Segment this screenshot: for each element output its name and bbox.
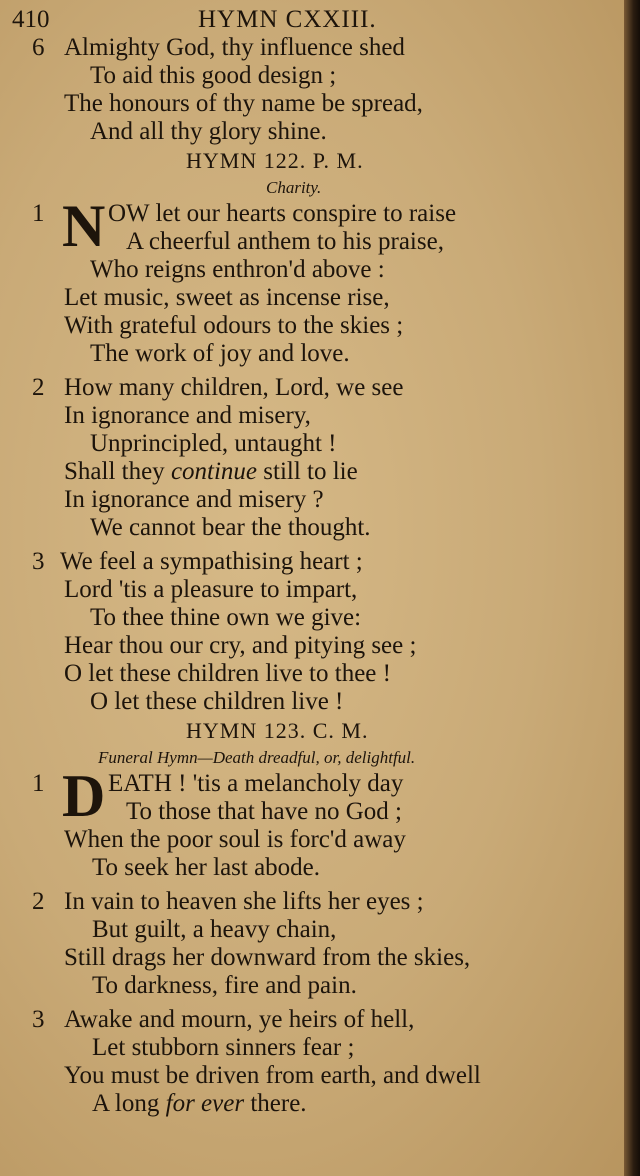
verse-line: The honours of thy name be spread, — [64, 90, 423, 117]
stanza-number: 2 — [32, 374, 45, 401]
verse-line: The work of joy and love. — [90, 340, 350, 367]
hymn-122-stanza-1 — [0, 193, 624, 368]
verse-line: 2 In vain to heaven she lifts her eyes ; — [32, 888, 424, 915]
verse-line: O let these children live to thee ! — [64, 660, 391, 687]
verse-line: And all thy glory shine. — [90, 118, 327, 145]
verse-line: O let these children live ! — [90, 688, 344, 715]
verse-line: To thee thine own we give: — [90, 604, 362, 631]
verse-line: 1 D EATH ! 'tis a melancholy day — [32, 763, 404, 829]
hymn-123-stanza-2 — [0, 888, 624, 1000]
hymn-122-subtitle: Charity. — [266, 178, 322, 197]
hymn-122-stanza-3 — [0, 548, 624, 716]
verse-line: We cannot bear the thought. — [90, 514, 371, 541]
running-title: HYMN CXXIII. — [198, 6, 377, 33]
verse-line: Let music, sweet as incense rise, — [64, 284, 390, 311]
hymn-123-stanza-1 — [0, 763, 624, 882]
verse-line: Who reigns enthron'd above : — [90, 256, 385, 283]
stanza-number: 6 — [32, 34, 45, 61]
verse-line: To seek her last abode. — [92, 854, 321, 881]
verse-line: Unprincipled, untaught ! — [90, 430, 337, 457]
verse-line: You must be driven from earth, and dwell — [64, 1062, 481, 1089]
verse-line: A cheerful anthem to his praise, — [126, 228, 444, 255]
verse-line: 3 We feel a sympathising heart ; — [32, 548, 363, 575]
verse-line: To darkness, fire and pain. — [92, 972, 357, 999]
verse-line: Let stubborn sinners fear ; — [92, 1034, 355, 1061]
page-number: 410 — [12, 6, 50, 33]
stanza-number: 2 — [32, 888, 45, 915]
verse-line: But guilt, a heavy chain, — [92, 916, 337, 943]
hymn-123-stanza-3 — [0, 1006, 624, 1118]
page-edge — [624, 0, 640, 1176]
verse-line: Hear thou our cry, and pitying see ; — [64, 632, 417, 659]
verse-line: To aid this good design ; — [90, 62, 337, 89]
verse-line: 2 How many children, Lord, we see — [32, 374, 404, 401]
hymn-123-subtitle: Funeral Hymn—Death dreadful, or, delightful. — [98, 748, 416, 767]
hymn-121-stanza-6 — [0, 34, 624, 146]
stanza-number: 3 — [32, 1006, 45, 1033]
hymn-123-title: HYMN 123. C. M. — [186, 718, 369, 743]
hymn-122-stanza-2 — [0, 374, 624, 542]
stanza-number: 3 — [32, 548, 45, 575]
verse-line: Lord 'tis a pleasure to impart, — [64, 576, 358, 603]
verse-line: 1 N OW let our hearts conspire to raise — [32, 193, 457, 259]
verse-line: To those that have no God ; — [126, 798, 402, 825]
drop-cap: N — [62, 193, 106, 259]
stanza-number: 1 — [32, 770, 45, 797]
verse-line: Still drags her downward from the skies, — [64, 944, 471, 971]
hymn-122-title: HYMN 122. P. M. — [186, 148, 364, 173]
verse-line: With grateful odours to the skies ; — [64, 312, 404, 339]
verse-line: When the poor soul is forc'd away — [64, 826, 406, 853]
stanza-number: 1 — [32, 200, 45, 227]
drop-cap: D — [62, 763, 106, 829]
page-header — [0, 6, 624, 34]
verse-line: A long for ever there. — [92, 1090, 307, 1117]
verse-line: In ignorance and misery ? — [64, 486, 324, 513]
verse-line: Shall they continue still to lie — [64, 458, 358, 485]
verse-line: 6 Almighty God, thy influence shed — [32, 34, 405, 61]
verse-line: 3 Awake and mourn, ye heirs of hell, — [32, 1006, 415, 1033]
verse-line: In ignorance and misery, — [64, 402, 311, 429]
